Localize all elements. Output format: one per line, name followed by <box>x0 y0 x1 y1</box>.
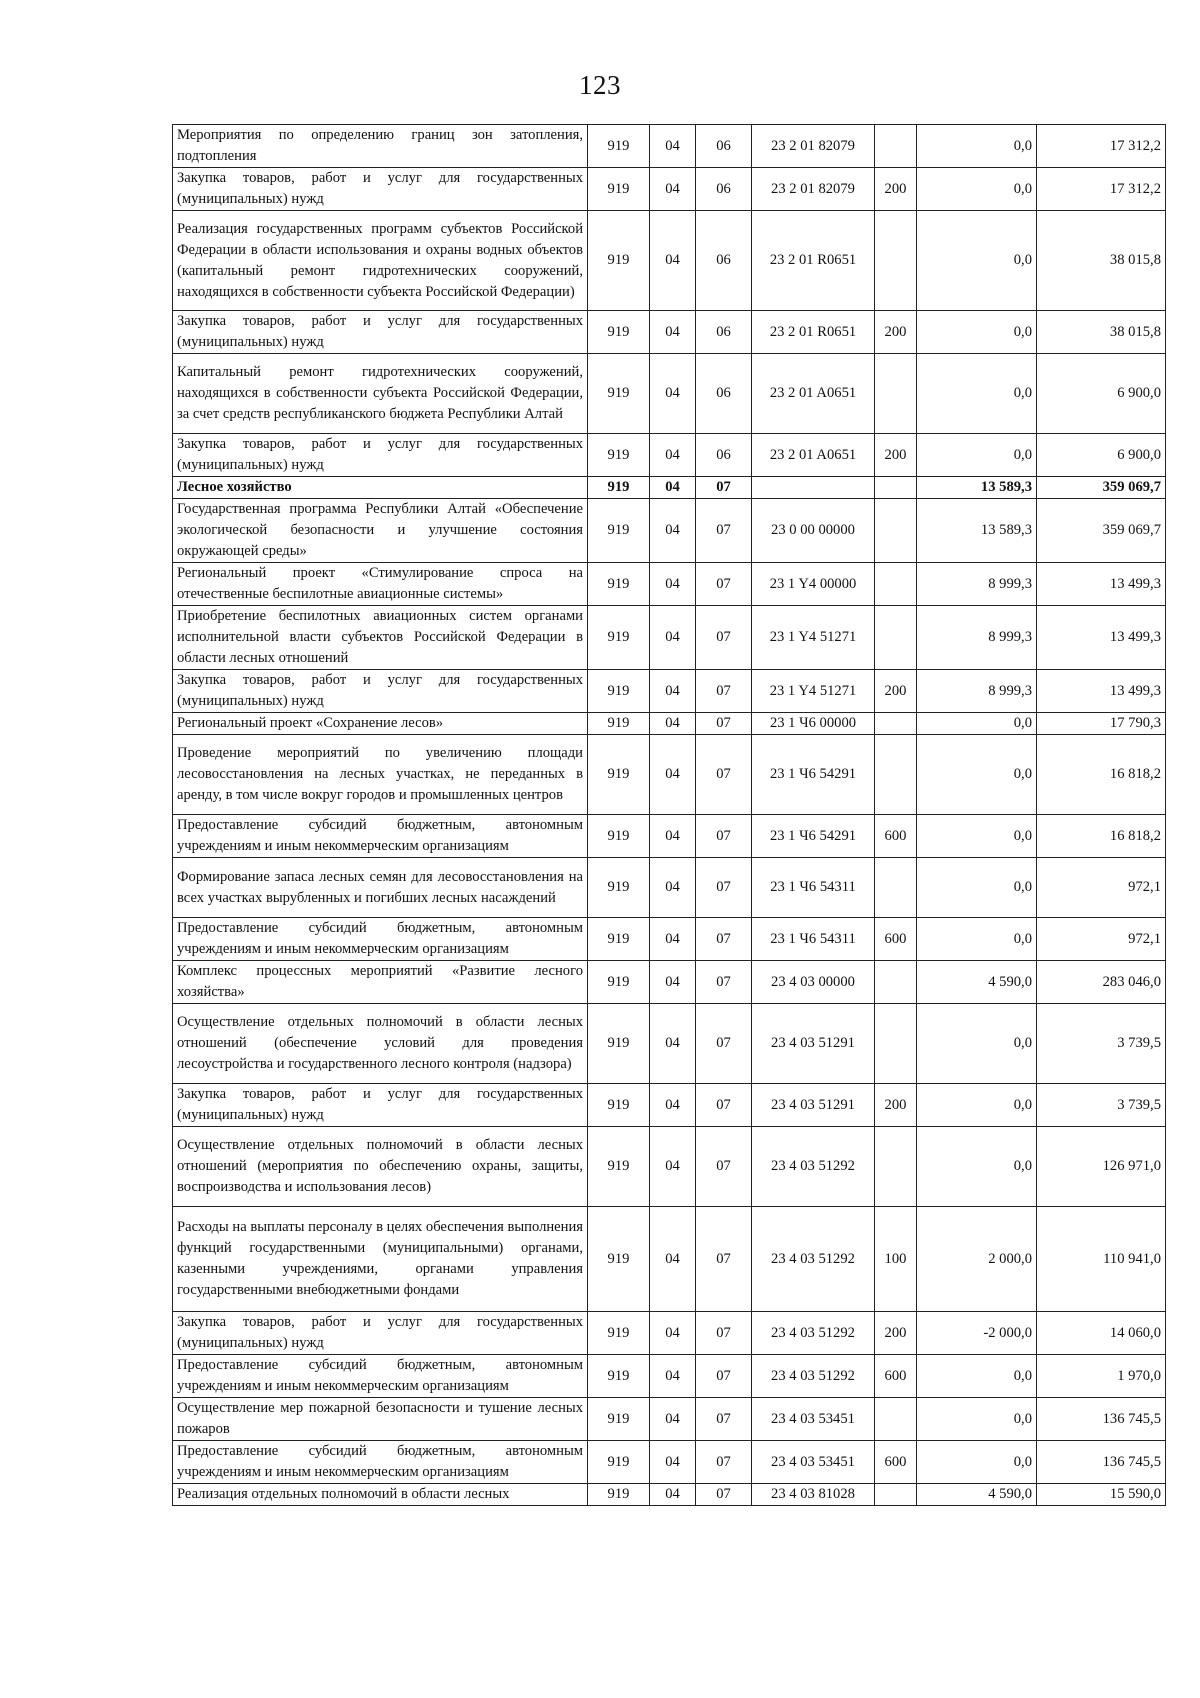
change-amount-cell: 0,0 <box>917 858 1037 918</box>
table-row <box>173 354 1166 434</box>
subsection-code-cell: 07 <box>696 1355 752 1398</box>
subsection-code-cell: 07 <box>696 918 752 961</box>
target-article-cell: 23 2 01 R0651 <box>752 311 875 354</box>
ministry-code-cell: 919 <box>588 477 650 499</box>
subsection-code-cell: 07 <box>696 1312 752 1355</box>
total-amount-cell: 15 590,0 <box>1037 1484 1166 1506</box>
change-amount-cell: 0,0 <box>917 1084 1037 1127</box>
subsection-code-cell: 07 <box>696 1441 752 1484</box>
row-name-cell: Государственная программа Республики Алтай «Обеспечение экологической безопасности и улучшение состояния окружающей среды» <box>173 499 588 563</box>
section-code-cell: 04 <box>650 434 696 477</box>
ministry-code-cell: 919 <box>588 168 650 211</box>
table-row <box>173 1207 1166 1312</box>
subsection-code-cell: 07 <box>696 477 752 499</box>
target-article-cell: 23 4 03 51292 <box>752 1127 875 1207</box>
section-code-cell: 04 <box>650 1207 696 1312</box>
row-name-cell: Расходы на выплаты персоналу в целях обеспечения выполнения функций государственными (муниципальными) органами, казенными учреждениями, органами управления государственными внебюджетными фондами <box>173 1207 588 1312</box>
ministry-code-cell: 919 <box>588 434 650 477</box>
change-amount-cell: 0,0 <box>917 354 1037 434</box>
table-row <box>173 125 1166 168</box>
target-article-cell: 23 1 Ч6 54311 <box>752 918 875 961</box>
row-name-cell: Предоставление субсидий бюджетным, автономным учреждениям и иным некоммерческим организациям <box>173 815 588 858</box>
row-name-cell: Комплекс процессных мероприятий «Развитие лесного хозяйства» <box>173 961 588 1004</box>
subsection-code-cell: 07 <box>696 735 752 815</box>
total-amount-cell: 110 941,0 <box>1037 1207 1166 1312</box>
row-name-cell: Лесное хозяйство <box>173 477 588 499</box>
change-amount-cell: 0,0 <box>917 1127 1037 1207</box>
table-row <box>173 1084 1166 1127</box>
ministry-code-cell: 919 <box>588 713 650 735</box>
total-amount-cell: 16 818,2 <box>1037 815 1166 858</box>
subsection-code-cell: 06 <box>696 311 752 354</box>
ministry-code-cell: 919 <box>588 918 650 961</box>
subsection-code-cell: 07 <box>696 1004 752 1084</box>
section-code-cell: 04 <box>650 499 696 563</box>
change-amount-cell: 0,0 <box>917 735 1037 815</box>
total-amount-cell: 136 745,5 <box>1037 1441 1166 1484</box>
section-code-cell: 04 <box>650 735 696 815</box>
total-amount-cell: 6 900,0 <box>1037 354 1166 434</box>
change-amount-cell: 0,0 <box>917 918 1037 961</box>
section-code-cell: 04 <box>650 1004 696 1084</box>
subsection-code-cell: 07 <box>696 713 752 735</box>
row-name-cell: Закупка товаров, работ и услуг для государственных (муниципальных) нужд <box>173 1312 588 1355</box>
table-row <box>173 499 1166 563</box>
expense-type-cell <box>875 1398 917 1441</box>
ministry-code-cell: 919 <box>588 1441 650 1484</box>
row-name-cell: Мероприятия по определению границ зон затопления, подтопления <box>173 125 588 168</box>
table-row <box>173 918 1166 961</box>
total-amount-cell: 38 015,8 <box>1037 311 1166 354</box>
ministry-code-cell: 919 <box>588 311 650 354</box>
total-amount-cell: 1 970,0 <box>1037 1355 1166 1398</box>
total-amount-cell: 359 069,7 <box>1037 477 1166 499</box>
change-amount-cell: 0,0 <box>917 1004 1037 1084</box>
target-article-cell: 23 4 03 51292 <box>752 1312 875 1355</box>
total-amount-cell: 283 046,0 <box>1037 961 1166 1004</box>
change-amount-cell: 0,0 <box>917 713 1037 735</box>
table-row <box>173 1355 1166 1398</box>
section-code-cell: 04 <box>650 606 696 670</box>
total-amount-cell: 3 739,5 <box>1037 1084 1166 1127</box>
target-article-cell: 23 4 03 51292 <box>752 1355 875 1398</box>
table-row <box>173 961 1166 1004</box>
expense-type-cell: 200 <box>875 1312 917 1355</box>
subsection-code-cell: 06 <box>696 125 752 168</box>
target-article-cell: 23 1 Y4 00000 <box>752 563 875 606</box>
target-article-cell: 23 4 03 53451 <box>752 1398 875 1441</box>
expense-type-cell <box>875 499 917 563</box>
row-name-cell: Региональный проект «Стимулирование спроса на отечественные беспилотные авиационные системы» <box>173 563 588 606</box>
target-article-cell: 23 1 Ч6 54291 <box>752 815 875 858</box>
total-amount-cell: 38 015,8 <box>1037 211 1166 311</box>
change-amount-cell: 8 999,3 <box>917 606 1037 670</box>
target-article-cell: 23 4 03 53451 <box>752 1441 875 1484</box>
change-amount-cell: 0,0 <box>917 1441 1037 1484</box>
ministry-code-cell: 919 <box>588 563 650 606</box>
target-article-cell: 23 2 01 82079 <box>752 125 875 168</box>
section-code-cell: 04 <box>650 815 696 858</box>
total-amount-cell: 3 739,5 <box>1037 1004 1166 1084</box>
expense-type-cell: 200 <box>875 1084 917 1127</box>
total-amount-cell: 972,1 <box>1037 918 1166 961</box>
section-code-cell: 04 <box>650 1127 696 1207</box>
subsection-code-cell: 07 <box>696 1484 752 1506</box>
section-code-cell: 04 <box>650 1084 696 1127</box>
change-amount-cell: 8 999,3 <box>917 670 1037 713</box>
expense-type-cell: 600 <box>875 815 917 858</box>
table-row <box>173 1484 1166 1506</box>
table-row <box>173 1398 1166 1441</box>
expense-type-cell <box>875 211 917 311</box>
section-code-cell: 04 <box>650 563 696 606</box>
target-article-cell: 23 4 03 51291 <box>752 1084 875 1127</box>
section-code-cell: 04 <box>650 918 696 961</box>
table-row <box>173 168 1166 211</box>
section-code-cell: 04 <box>650 1355 696 1398</box>
subsection-code-cell: 06 <box>696 434 752 477</box>
target-article-cell: 23 1 Ч6 54311 <box>752 858 875 918</box>
ministry-code-cell: 919 <box>588 961 650 1004</box>
section-code-cell: 04 <box>650 354 696 434</box>
ministry-code-cell: 919 <box>588 858 650 918</box>
subsection-code-cell: 07 <box>696 499 752 563</box>
expense-type-cell <box>875 1004 917 1084</box>
expense-type-cell: 200 <box>875 434 917 477</box>
target-article-cell: 23 2 01 A0651 <box>752 434 875 477</box>
table-row <box>173 477 1166 499</box>
table-row <box>173 858 1166 918</box>
target-article-cell: 23 1 Ч6 00000 <box>752 713 875 735</box>
row-name-cell: Закупка товаров, работ и услуг для государственных (муниципальных) нужд <box>173 1084 588 1127</box>
total-amount-cell: 13 499,3 <box>1037 563 1166 606</box>
subsection-code-cell: 07 <box>696 670 752 713</box>
row-name-cell: Предоставление субсидий бюджетным, автономным учреждениям и иным некоммерческим организациям <box>173 1441 588 1484</box>
ministry-code-cell: 919 <box>588 815 650 858</box>
expense-type-cell <box>875 1127 917 1207</box>
total-amount-cell: 972,1 <box>1037 858 1166 918</box>
expense-type-cell <box>875 1484 917 1506</box>
expense-type-cell: 600 <box>875 1441 917 1484</box>
ministry-code-cell: 919 <box>588 1484 650 1506</box>
table-row <box>173 1127 1166 1207</box>
total-amount-cell: 6 900,0 <box>1037 434 1166 477</box>
section-code-cell: 04 <box>650 311 696 354</box>
change-amount-cell: 4 590,0 <box>917 961 1037 1004</box>
total-amount-cell: 126 971,0 <box>1037 1127 1166 1207</box>
change-amount-cell: 0,0 <box>917 311 1037 354</box>
subsection-code-cell: 07 <box>696 563 752 606</box>
ministry-code-cell: 919 <box>588 606 650 670</box>
expense-type-cell <box>875 606 917 670</box>
target-article-cell: 23 2 01 R0651 <box>752 211 875 311</box>
expense-type-cell <box>875 961 917 1004</box>
section-code-cell: 04 <box>650 168 696 211</box>
total-amount-cell: 13 499,3 <box>1037 606 1166 670</box>
target-article-cell: 23 2 01 A0651 <box>752 354 875 434</box>
ministry-code-cell: 919 <box>588 499 650 563</box>
table-row <box>173 1441 1166 1484</box>
row-name-cell: Осуществление отдельных полномочий в области лесных отношений (мероприятия по обеспечению охраны, защиты, воспроизводства и использования лесов) <box>173 1127 588 1207</box>
ministry-code-cell: 919 <box>588 354 650 434</box>
target-article-cell: 23 4 03 51292 <box>752 1207 875 1312</box>
ministry-code-cell: 919 <box>588 125 650 168</box>
ministry-code-cell: 919 <box>588 1207 650 1312</box>
table-row <box>173 1312 1166 1355</box>
expense-type-cell <box>875 477 917 499</box>
ministry-code-cell: 919 <box>588 1084 650 1127</box>
change-amount-cell: -2 000,0 <box>917 1312 1037 1355</box>
section-code-cell: 04 <box>650 211 696 311</box>
subsection-code-cell: 06 <box>696 168 752 211</box>
change-amount-cell: 0,0 <box>917 211 1037 311</box>
row-name-cell: Закупка товаров, работ и услуг для государственных (муниципальных) нужд <box>173 434 588 477</box>
expense-type-cell <box>875 563 917 606</box>
change-amount-cell: 8 999,3 <box>917 563 1037 606</box>
expense-type-cell <box>875 125 917 168</box>
expense-type-cell: 600 <box>875 918 917 961</box>
total-amount-cell: 14 060,0 <box>1037 1312 1166 1355</box>
target-article-cell: 23 1 Y4 51271 <box>752 670 875 713</box>
ministry-code-cell: 919 <box>588 1004 650 1084</box>
subsection-code-cell: 07 <box>696 858 752 918</box>
expense-type-cell <box>875 354 917 434</box>
row-name-cell: Приобретение беспилотных авиационных систем органами исполнительной власти субъектов Российской Федерации в области лесных отношений <box>173 606 588 670</box>
expense-type-cell <box>875 735 917 815</box>
row-name-cell: Проведение мероприятий по увеличению площади лесовосстановления на лесных участках, не переданных в аренду, в том числе вокруг городов и промышленных центров <box>173 735 588 815</box>
section-code-cell: 04 <box>650 125 696 168</box>
target-article-cell: 23 1 Y4 51271 <box>752 606 875 670</box>
table-row <box>173 1004 1166 1084</box>
row-name-cell: Закупка товаров, работ и услуг для государственных (муниципальных) нужд <box>173 311 588 354</box>
section-code-cell: 04 <box>650 477 696 499</box>
expense-type-cell: 100 <box>875 1207 917 1312</box>
row-name-cell: Осуществление отдельных полномочий в области лесных отношений (обеспечение условий для проведения лесоустройства и государственного лесного контроля (надзора) <box>173 1004 588 1084</box>
change-amount-cell: 2 000,0 <box>917 1207 1037 1312</box>
ministry-code-cell: 919 <box>588 1312 650 1355</box>
expense-type-cell: 600 <box>875 1355 917 1398</box>
subsection-code-cell: 07 <box>696 606 752 670</box>
subsection-code-cell: 07 <box>696 961 752 1004</box>
section-code-cell: 04 <box>650 1398 696 1441</box>
row-name-cell: Реализация отдельных полномочий в области лесных <box>173 1484 588 1506</box>
subsection-code-cell: 07 <box>696 1398 752 1441</box>
page-number: 123 <box>579 70 621 100</box>
table-row <box>173 211 1166 311</box>
expense-type-cell <box>875 858 917 918</box>
expense-type-cell: 200 <box>875 670 917 713</box>
subsection-code-cell: 06 <box>696 211 752 311</box>
subsection-code-cell: 06 <box>696 354 752 434</box>
change-amount-cell: 0,0 <box>917 125 1037 168</box>
row-name-cell: Закупка товаров, работ и услуг для государственных (муниципальных) нужд <box>173 670 588 713</box>
subsection-code-cell: 07 <box>696 1127 752 1207</box>
expense-type-cell <box>875 713 917 735</box>
target-article-cell: 23 0 00 00000 <box>752 499 875 563</box>
change-amount-cell: 0,0 <box>917 168 1037 211</box>
row-name-cell: Формирование запаса лесных семян для лесовосстановления на всех участках вырубленных и погибших лесных насаждений <box>173 858 588 918</box>
section-code-cell: 04 <box>650 670 696 713</box>
table-row <box>173 606 1166 670</box>
target-article-cell: 23 2 01 82079 <box>752 168 875 211</box>
target-article-cell: 23 1 Ч6 54291 <box>752 735 875 815</box>
ministry-code-cell: 919 <box>588 1398 650 1441</box>
table-row <box>173 670 1166 713</box>
target-article-cell: 23 4 03 00000 <box>752 961 875 1004</box>
subsection-code-cell: 07 <box>696 1207 752 1312</box>
table-row <box>173 815 1166 858</box>
target-article-cell: 23 4 03 51291 <box>752 1004 875 1084</box>
change-amount-cell: 0,0 <box>917 434 1037 477</box>
section-code-cell: 04 <box>650 713 696 735</box>
table-row <box>173 563 1166 606</box>
ministry-code-cell: 919 <box>588 670 650 713</box>
section-code-cell: 04 <box>650 961 696 1004</box>
expense-type-cell: 200 <box>875 168 917 211</box>
total-amount-cell: 17 790,3 <box>1037 713 1166 735</box>
change-amount-cell: 13 589,3 <box>917 499 1037 563</box>
budget-table <box>172 124 1166 1506</box>
row-name-cell: Региональный проект «Сохранение лесов» <box>173 713 588 735</box>
ministry-code-cell: 919 <box>588 1355 650 1398</box>
row-name-cell: Предоставление субсидий бюджетным, автономным учреждениям и иным некоммерческим организациям <box>173 1355 588 1398</box>
ministry-code-cell: 919 <box>588 211 650 311</box>
row-name-cell: Осуществление мер пожарной безопасности и тушение лесных пожаров <box>173 1398 588 1441</box>
row-name-cell: Предоставление субсидий бюджетным, автономным учреждениям и иным некоммерческим организациям <box>173 918 588 961</box>
change-amount-cell: 0,0 <box>917 815 1037 858</box>
expense-type-cell: 200 <box>875 311 917 354</box>
row-name-cell: Капитальный ремонт гидротехнических сооружений, находящихся в собственности субъекта Российской Федерации, за счет средств республиканского бюджета Республики Алтай <box>173 354 588 434</box>
ministry-code-cell: 919 <box>588 735 650 815</box>
subsection-code-cell: 07 <box>696 1084 752 1127</box>
row-name-cell: Закупка товаров, работ и услуг для государственных (муниципальных) нужд <box>173 168 588 211</box>
target-article-cell: 23 4 03 81028 <box>752 1484 875 1506</box>
target-article-cell <box>752 477 875 499</box>
change-amount-cell: 4 590,0 <box>917 1484 1037 1506</box>
total-amount-cell: 17 312,2 <box>1037 168 1166 211</box>
total-amount-cell: 136 745,5 <box>1037 1398 1166 1441</box>
section-code-cell: 04 <box>650 1484 696 1506</box>
total-amount-cell: 359 069,7 <box>1037 499 1166 563</box>
table-row <box>173 713 1166 735</box>
section-code-cell: 04 <box>650 1441 696 1484</box>
total-amount-cell: 17 312,2 <box>1037 125 1166 168</box>
change-amount-cell: 0,0 <box>917 1355 1037 1398</box>
section-code-cell: 04 <box>650 1312 696 1355</box>
table-row <box>173 735 1166 815</box>
total-amount-cell: 16 818,2 <box>1037 735 1166 815</box>
total-amount-cell: 13 499,3 <box>1037 670 1166 713</box>
table-row <box>173 434 1166 477</box>
section-code-cell: 04 <box>650 858 696 918</box>
change-amount-cell: 13 589,3 <box>917 477 1037 499</box>
ministry-code-cell: 919 <box>588 1127 650 1207</box>
subsection-code-cell: 07 <box>696 815 752 858</box>
table-row <box>173 311 1166 354</box>
row-name-cell: Реализация государственных программ субъектов Российской Федерации в области использования и охраны водных объектов (капитальный ремонт гидротехнических сооружений, находящихся в собственности субъекта Российской Федерации) <box>173 211 588 311</box>
change-amount-cell: 0,0 <box>917 1398 1037 1441</box>
